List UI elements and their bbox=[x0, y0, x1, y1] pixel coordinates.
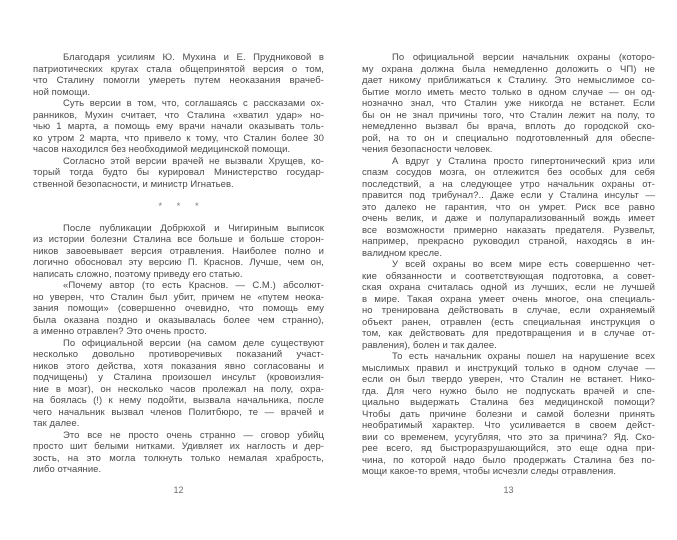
paragraph bbox=[33, 98, 324, 156]
text-line: Суть версии в том, что, соглашаясь с рассказами ох- bbox=[63, 98, 324, 109]
text-line: ников завоевывает версия отравления. Наиболее полно и bbox=[33, 245, 324, 257]
text-line: необратимый характер. Что усиливается в своем дейст- bbox=[362, 420, 655, 431]
paragraph bbox=[33, 223, 324, 281]
section-separator: * * * bbox=[158, 201, 205, 212]
text-line: бы он не знал причины того, что Сталин лежит на полу, то bbox=[362, 109, 655, 121]
paragraph bbox=[362, 351, 655, 478]
text-line: все возможности примерно наказать предателя. Рузвельт, bbox=[362, 224, 655, 236]
text-line: кие обязанности и соответствующая подготовка, а совет- bbox=[362, 270, 655, 282]
text-line: из истории болезни Сталина все больше и больше сторон- bbox=[33, 234, 324, 245]
text-line: чью 1 марта, а помощь ему врачи начали оказывать толь- bbox=[33, 121, 324, 132]
text-line: «Почему автор (то есть Краснов. — С.М.) абсолют- bbox=[63, 280, 324, 291]
text-line: То есть начальник охраны пошел на нарушение всех bbox=[392, 351, 655, 362]
text-line: просто шит белыми нитками. Удивляет их наглость и дер- bbox=[33, 441, 324, 452]
text-line: По официальной версии (на самом деле существуют bbox=[63, 337, 324, 349]
text-line: том, как действовать для предотвращения и в случае от- bbox=[362, 328, 655, 339]
text-line: чения безопасности человек. bbox=[362, 144, 493, 155]
paragraph bbox=[33, 430, 324, 476]
text-line: но уверен, что Сталин был убит, причем не «путем неока- bbox=[33, 291, 324, 303]
text-line: рой, на то он и специально подготовленный для обеспе- bbox=[362, 132, 655, 144]
text-line: несколько довольно противоречивых показаний участ- bbox=[33, 349, 324, 360]
paragraph bbox=[33, 156, 324, 191]
text-line: это далеко не гарантия, что он умрет. Риск все равно bbox=[362, 201, 655, 213]
text-line: немедленно вызвал бы врача, вплоть до городской ско- bbox=[362, 121, 655, 132]
text-line: ние в мозг), он несколько часов пролежал на полу, охра- bbox=[33, 383, 324, 395]
text-line: циально выдержать Сталина без медицинской помощи? bbox=[362, 397, 655, 408]
text-line: написать сложно, поэтому приведу его статью. bbox=[33, 268, 243, 280]
text-line: на боялась (!) к нему подойти, вызвала начальника, после bbox=[33, 395, 324, 406]
text-line: но тренирована действовать в случае, если охраняемый bbox=[362, 305, 655, 316]
text-line: вии со временем, усугубляя, что это за причина? Яд. Ско- bbox=[362, 431, 655, 443]
text-line: правится под трибунал?.. Даже если у Сталина инсульт — bbox=[362, 190, 655, 201]
text-line: если он был твердо уверен, что Сталин не встанет. Нико- bbox=[362, 374, 655, 385]
text-line: Благодаря усилиям Ю. Мухина и Е. Прудниковой в bbox=[63, 52, 324, 63]
text-line: например, прекрасно руководил страной, находясь в ин- bbox=[362, 236, 655, 247]
text-line: зания помощи» (совершенно очевидно, что помощь ему bbox=[33, 303, 324, 314]
text-line: ская охрана считалась одной из лучших, если не лучшей bbox=[362, 282, 655, 293]
text-line: мыслимых правил и инструкций только в одном случае — bbox=[362, 362, 655, 374]
text-line: торый тогда будто бы курировал Министерство государ- bbox=[33, 167, 324, 178]
text-line: ственной безопасности, и министр Игнатьев. bbox=[33, 178, 234, 190]
text-line: часов находился без необходимой медицинской помощи. bbox=[33, 144, 291, 155]
text-line: По официальной версии начальник охраны (которо- bbox=[392, 52, 655, 63]
text-line: ников этого действа, хотя показания явно согласованы и bbox=[33, 360, 324, 372]
paragraph bbox=[362, 156, 655, 260]
text-line: спазм сосудов мозга, он отлежится без особых для себя bbox=[362, 167, 655, 178]
text-line: Чтобы дать причине болезни и самой болезни принять bbox=[362, 408, 655, 420]
text-line: так далее. bbox=[33, 418, 80, 429]
text-line: мощи какое-то время, чтобы исчезли следы отравления. bbox=[362, 466, 617, 477]
text-line: подчищены) у Сталина произошел инсульт (кровоизлия- bbox=[33, 372, 324, 383]
text-line: ной помощи. bbox=[33, 86, 91, 98]
text-line: Согласно этой версии врачей не вызвали Хрущев, ко- bbox=[63, 155, 324, 167]
paragraph bbox=[362, 52, 655, 156]
paragraph bbox=[362, 259, 655, 351]
text-line: А вдруг у Сталина просто гипертонический криз или bbox=[392, 155, 655, 167]
page-number-left: 12 bbox=[173, 485, 184, 495]
text-line: а именно отравлен? Это очень просто. bbox=[33, 326, 207, 337]
text-line: ранников, Мухин считает, что Сталина «хватил удар» но- bbox=[33, 109, 324, 121]
text-line: чина, по которой надо было продержать Сталина без по- bbox=[362, 454, 655, 466]
page-left-text bbox=[33, 52, 324, 476]
text-line: либо отчаяние. bbox=[33, 464, 102, 475]
text-line: была оказана поздно и оказывалась более чем странно), bbox=[33, 314, 324, 326]
text-line: очень велик, и даже и полупарализованный вождь имеет bbox=[362, 213, 655, 224]
text-line: что Сталину помогли умереть путем неоказания врачеб- bbox=[33, 75, 324, 86]
text-line: бытие могло иметь место только в одном случае — он од- bbox=[362, 86, 655, 98]
text-line: равления), болен и так далее. bbox=[362, 339, 497, 351]
text-line: нозначно знал, что Сталин уже никогда не встанет. Если bbox=[362, 98, 655, 109]
text-line: му охрана должна была немедленно доложить о ЧП) не bbox=[362, 63, 655, 75]
text-line: У всей охраны во всем мире есть совершенно чет- bbox=[392, 259, 655, 270]
text-line: патриотических кругах стала общепринятой версия о том, bbox=[33, 63, 324, 75]
text-line: последствий, а на следующее утро начальник охраны от- bbox=[362, 178, 655, 190]
paragraph bbox=[33, 280, 324, 338]
page-right-text bbox=[362, 52, 655, 478]
text-line: Это все не просто очень странно — сговор убийц bbox=[63, 429, 324, 441]
text-line: рее всего, яд быстроразрушающийся, это еще одна при- bbox=[362, 443, 655, 454]
text-line: объект ранен, отравлен (есть специальная инструкция о bbox=[362, 316, 655, 328]
text-line: гда. Для чего нужно было не подпускать врачей и спе- bbox=[362, 385, 655, 397]
text-line: в мире. Такая охрана умеет очень многое, она специаль- bbox=[362, 293, 655, 305]
text-line: логично обосновал эту версию П. Краснов. Лучше, чем он, bbox=[33, 257, 324, 268]
text-line: чего начальник вызвал членов Политбюро, те — врачей и bbox=[33, 406, 324, 418]
text-line: зость, на это могла толкнуть только немалая храбрость, bbox=[33, 452, 324, 464]
text-line: валидном кресле. bbox=[362, 247, 443, 259]
text-line: ко утром 2 марта, что привело к тому, что Сталин более 30 bbox=[33, 132, 324, 144]
page-number-right: 13 bbox=[503, 485, 514, 495]
text-line: дает никому приближаться к Сталину. Это немыслимое со- bbox=[362, 75, 655, 86]
text-line: После публикации Добрюхой и Чигириным выписок bbox=[63, 222, 324, 234]
paragraph bbox=[33, 52, 324, 98]
paragraph bbox=[33, 338, 324, 430]
